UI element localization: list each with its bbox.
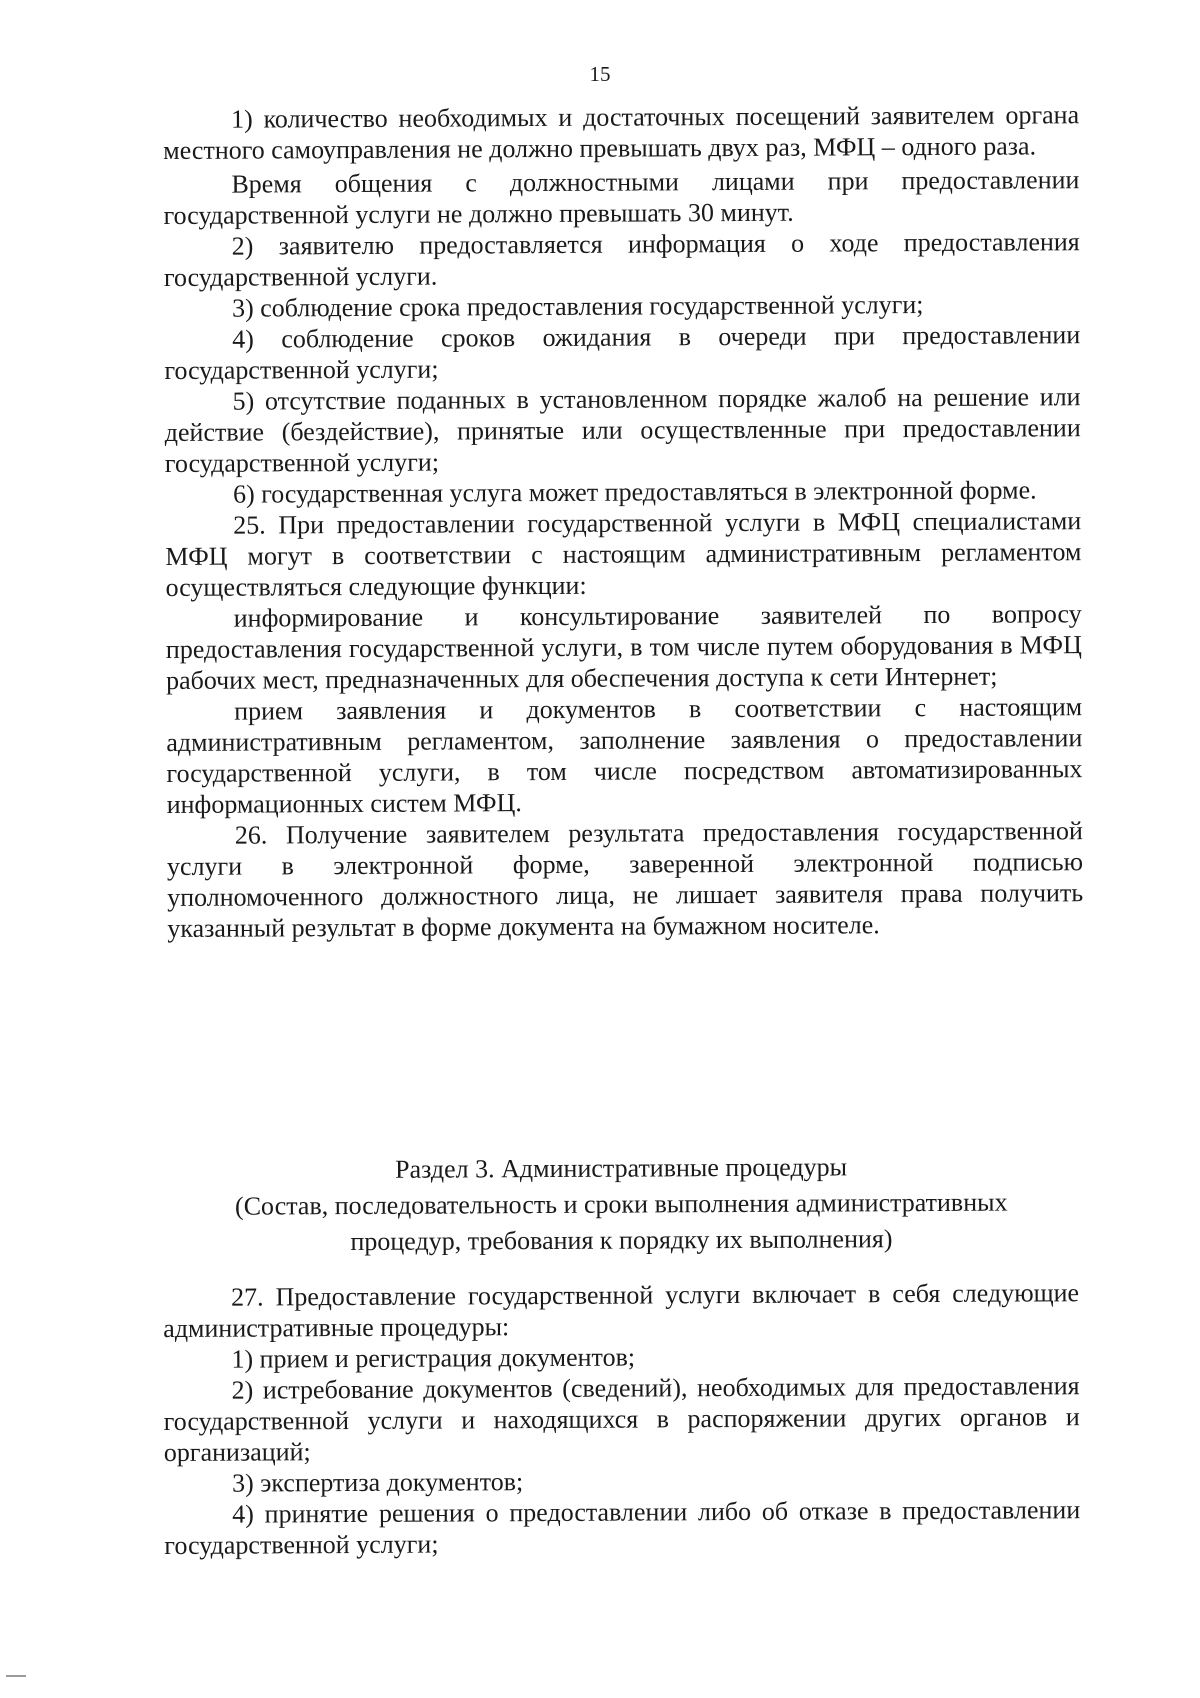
paragraph: 3) соблюдение срока предоставления государственной услуги; xyxy=(231,290,924,323)
paragraph: Время общения с должностными лицами при предоставлении государственной услуги не должно превышать 30 минут. xyxy=(163,165,1080,230)
paragraph: 25. При предоставлении государственной услуги в МФЦ специалистами МФЦ могут в соответствии с настоящим административным регламентом осуществляться следующие функции: xyxy=(165,506,1082,602)
section-heading xyxy=(163,1148,1080,1261)
paragraph: прием заявления и документов в соответствии с настоящим административным регламентом, заполнение заявления о предоставлении государственной услуги, в том числе посредством автоматизированных информационных систем МФЦ. xyxy=(166,692,1083,819)
paragraph: 6) государственная услуга может предоставляться в электронной форме. xyxy=(232,475,1037,509)
body-text-top xyxy=(163,99,1083,944)
section-subtitle-line-2: процедур, требования к порядку их выполнения) xyxy=(350,1224,893,1257)
list-item: 1) прием и регистрация документов; xyxy=(231,1342,636,1374)
section-title: Раздел 3. Административные процедуры xyxy=(394,1152,848,1184)
paragraph: 26. Получение заявителем результата предоставления государственной услуги в электронной форме, заверенной электронной подписью уполномоченного должностного лица, не лишает заявителя права получить указанный результат в форме документа на бумажном носителе. xyxy=(166,816,1084,943)
list-item: 3) экспертиза документов; xyxy=(231,1467,524,1498)
list-item: 2) истребование документов (сведений), необходимых для предоставления государственной услуги и находящихся в распоряжении других органов и организаций; xyxy=(163,1371,1080,1467)
paragraph: информирование и консультирование заявителей по вопросу предоставления государственной услуги, в том числе путем оборудования в МФЦ рабочих мест, предназначенных для обеспечения доступа к сети Интернет; xyxy=(165,599,1082,695)
paragraph: 5) отсутствие поданных в установленном порядке жалоб на решение или действие (бездействие), принятые или осуществленные при предоставлении государственной услуги; xyxy=(164,382,1081,478)
paragraph: 1) количество необходимых и достаточных посещений заявителем органа местного самоуправления не должно превышать двух раз, МФЦ – одного раза. xyxy=(163,100,1080,165)
list-item: 4) принятие решения о предоставлении либо об отказе в предоставлении государственной услуги; xyxy=(164,1495,1081,1560)
section-subtitle-line-1: (Состав, последовательность и сроки выполнения административных xyxy=(234,1187,1008,1221)
body-text-bottom xyxy=(163,1277,1080,1561)
page-number: 15 xyxy=(589,62,611,86)
scan-mark xyxy=(6,1675,26,1677)
paragraph: 27. Предоставление государственной услуги включает в себя следующие административные процедуры: xyxy=(163,1278,1080,1343)
paragraph: 2) заявителю предоставляется информация о ходе предоставления государственной услуги. xyxy=(163,227,1080,292)
paragraph: 4) соблюдение сроков ожидания в очереди при предоставлении государственной услуги; xyxy=(164,320,1081,385)
